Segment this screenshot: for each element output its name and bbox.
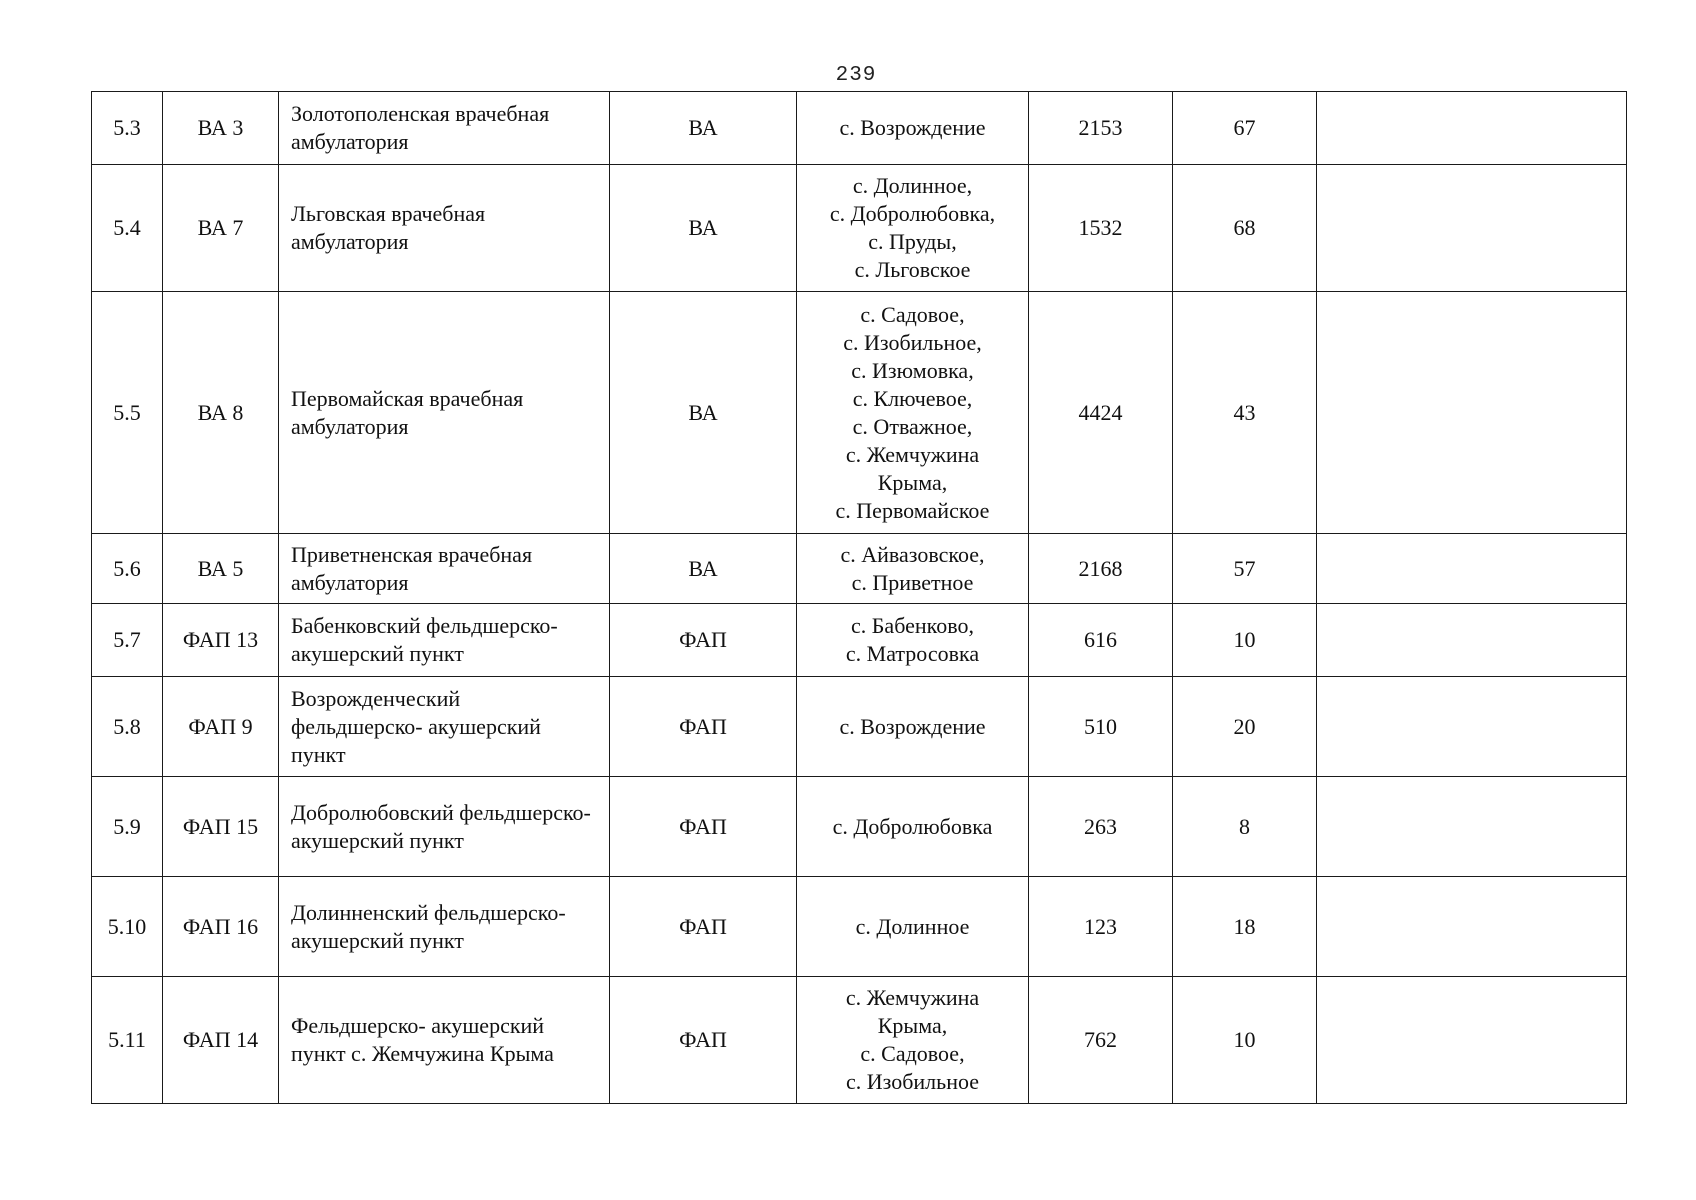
settlements-cell: с. Возрождение (797, 677, 1029, 777)
value-cell: 68 (1173, 165, 1317, 292)
row-number-cell: 5.7 (92, 604, 163, 677)
note-cell (1317, 92, 1627, 165)
settlements-cell: с. Бабенково, с. Матросовка (797, 604, 1029, 677)
table-row (92, 534, 1627, 604)
value-cell: 43 (1173, 292, 1317, 534)
note-cell (1317, 292, 1627, 534)
facility-name-cell: Золотополенская врачебная амбулатория (279, 92, 610, 165)
value-cell: 10 (1173, 977, 1317, 1104)
table-row (92, 165, 1627, 292)
facility-name-cell: Бабенковский фельдшерско-акушерский пункт (279, 604, 610, 677)
population-cell: 616 (1029, 604, 1173, 677)
facility-code-cell: ВА 3 (163, 92, 279, 165)
population-cell: 263 (1029, 777, 1173, 877)
note-cell (1317, 604, 1627, 677)
settlements-cell: с. Возрождение (797, 92, 1029, 165)
value-cell: 57 (1173, 534, 1317, 604)
facility-name-cell: Фельдшерско- акушерский пункт с. Жемчужина Крыма (279, 977, 610, 1104)
facility-type-cell: ФАП (610, 777, 797, 877)
row-number-cell: 5.8 (92, 677, 163, 777)
facility-code-cell: ФАП 13 (163, 604, 279, 677)
facility-code-cell: ФАП 15 (163, 777, 279, 877)
table-row (92, 292, 1627, 534)
page-number: 239 (835, 64, 877, 87)
row-number-cell: 5.11 (92, 977, 163, 1104)
population-cell: 2168 (1029, 534, 1173, 604)
population-cell: 2153 (1029, 92, 1173, 165)
table-row (92, 977, 1627, 1104)
settlements-cell: с. Садовое, с. Изобильное, с. Изюмовка, с. Ключевое, с. Отважное, с. Жемчужина Крыма, с. Первомайское (797, 292, 1029, 534)
facility-name-cell: Приветненская врачебная амбулатория (279, 534, 610, 604)
settlements-cell: с. Добролюбовка (797, 777, 1029, 877)
facility-name-cell: Льговская врачебная амбулатория (279, 165, 610, 292)
value-cell: 10 (1173, 604, 1317, 677)
note-cell (1317, 534, 1627, 604)
note-cell (1317, 777, 1627, 877)
table-row (92, 677, 1627, 777)
population-cell: 762 (1029, 977, 1173, 1104)
facility-code-cell: ВА 8 (163, 292, 279, 534)
row-number-cell: 5.10 (92, 877, 163, 977)
table-row (92, 777, 1627, 877)
facility-type-cell: ФАП (610, 677, 797, 777)
value-cell: 20 (1173, 677, 1317, 777)
facility-type-cell: ВА (610, 534, 797, 604)
population-cell: 1532 (1029, 165, 1173, 292)
settlements-cell: с. Долинное (797, 877, 1029, 977)
row-number-cell: 5.3 (92, 92, 163, 165)
facility-name-cell: Первомайская врачебная амбулатория (279, 292, 610, 534)
row-number-cell: 5.5 (92, 292, 163, 534)
facility-type-cell: ВА (610, 165, 797, 292)
value-cell: 67 (1173, 92, 1317, 165)
note-cell (1317, 165, 1627, 292)
facility-type-cell: ФАП (610, 604, 797, 677)
table-row (92, 92, 1627, 165)
facility-code-cell: ФАП 16 (163, 877, 279, 977)
population-cell: 510 (1029, 677, 1173, 777)
note-cell (1317, 877, 1627, 977)
row-number-cell: 5.9 (92, 777, 163, 877)
facility-type-cell: ВА (610, 292, 797, 534)
table-row (92, 604, 1627, 677)
value-cell: 8 (1173, 777, 1317, 877)
facility-code-cell: ФАП 14 (163, 977, 279, 1104)
facility-name-cell: Возрожденческий фельдшерско- акушерский пункт (279, 677, 610, 777)
table-row (92, 877, 1627, 977)
facility-code-cell: ФАП 9 (163, 677, 279, 777)
population-cell: 4424 (1029, 292, 1173, 534)
note-cell (1317, 677, 1627, 777)
facility-code-cell: ВА 7 (163, 165, 279, 292)
facility-table (91, 91, 1627, 1104)
value-cell: 18 (1173, 877, 1317, 977)
facility-type-cell: ФАП (610, 977, 797, 1104)
facility-code-cell: ВА 5 (163, 534, 279, 604)
settlements-cell: с. Долинное, с. Добролюбовка, с. Пруды, с. Льговское (797, 165, 1029, 292)
facility-type-cell: ВА (610, 92, 797, 165)
settlements-cell: с. Айвазовское, с. Приветное (797, 534, 1029, 604)
settlements-cell: с. Жемчужина Крыма, с. Садовое, с. Изобильное (797, 977, 1029, 1104)
row-number-cell: 5.6 (92, 534, 163, 604)
population-cell: 123 (1029, 877, 1173, 977)
facility-name-cell: Долинненский фельдшерско- акушерский пункт (279, 877, 610, 977)
row-number-cell: 5.4 (92, 165, 163, 292)
facility-type-cell: ФАП (610, 877, 797, 977)
note-cell (1317, 977, 1627, 1104)
facility-name-cell: Добролюбовский фельдшерско-акушерский пункт (279, 777, 610, 877)
